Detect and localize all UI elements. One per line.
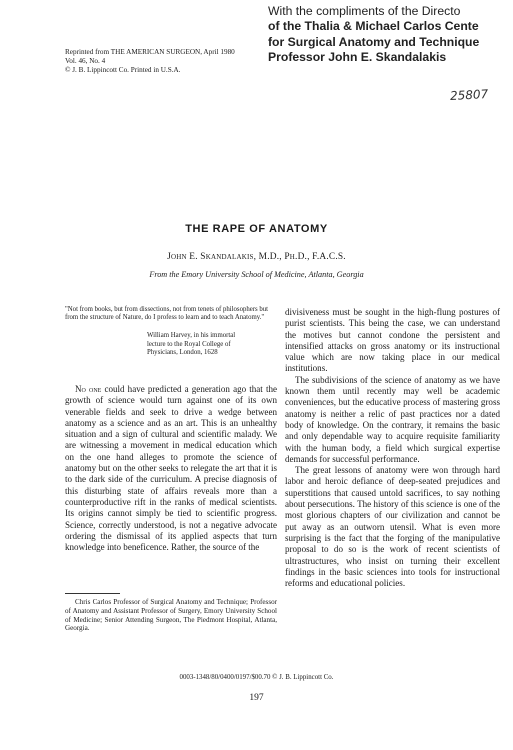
stamp-line-3: for Surgical Anatomy and Technique <box>268 34 480 49</box>
body-column-left <box>65 384 277 553</box>
body-paragraph: divisiveness must be sought in the high-flung postures of purist scientists. This being the case, we can understand the motives but cannot condone the persistent and intensified attacks on gross anatomy or its instructional value which are now taking place in our medical institutions. <box>285 307 500 374</box>
reprint-copyright: © J. B. Lippincott Co. Printed in U.S.A. <box>65 66 181 75</box>
footnote-divider <box>65 593 120 594</box>
stamp-line-1: With the compliments of the Directo <box>268 4 461 18</box>
author-footnote <box>65 598 277 633</box>
stamp-line-4: Professor John E. Skandalakis <box>268 50 447 65</box>
article-author: John E. Skandalakis, M.D., Ph.D., F.A.C.S. <box>167 252 346 262</box>
footnote-text: Chris Carlos Professor of Surgical Anatomy and Technique; Professor of Anatomy and Assistant Professor of Surgery, Emory University School of Medicine; Senior Attending Surgeon, The Piedmont Hospital, Atlanta, Georgia. <box>65 598 277 633</box>
stamp-line-2: of the Thalia & Michael Carlos Cente <box>268 19 479 34</box>
article-affiliation: From the Emory University School of Medicine, Atlanta, Georgia <box>149 270 364 279</box>
reprint-source: Reprinted from THE AMERICAN SURGEON, April 1980 <box>65 48 235 56</box>
body-paragraph <box>65 384 277 553</box>
body-column-right <box>285 307 500 589</box>
opening-words: No one <box>75 384 102 394</box>
article-title: THE RAPE OF ANATOMY <box>185 223 328 235</box>
attribution-line: lecture to the Royal College of <box>147 340 231 348</box>
attribution-line: Physicians, London, 1628 <box>147 349 218 357</box>
compliments-stamp <box>268 4 513 66</box>
page-number: 197 <box>249 693 264 703</box>
body-paragraph: The great lessons of anatomy were won through hard labor and heroic defiance of deep-seated prejudices and superstitions that caused untold sacrifices, to say nothing about persecutions. The history of this science is one of the most glorious chapters of our civilization and cannot be put away as an outworn utensil. What is even more surprising is the fact that the forging of the manipulative proposal to do so is the work of recent scientists of ultrastructures, who insist on turning their excellent findings in the basic sciences into tools for instructional reforms and educational policies. <box>285 465 500 589</box>
handwritten-number: 25807 <box>449 87 489 103</box>
body-paragraph: The subdivisions of the science of anatomy as we have known them until recently may well be academic conveniences, but the educative process of mastering gross anatomy is neither a relic of past practices nor a dated body of knowledge. On the contrary, it remains the basic and only dependable way to acquire requisite familiarity with the human body, a field which surgical expertise demands for successful performance. <box>285 374 500 464</box>
epigraph-attribution <box>147 332 277 358</box>
epigraph-quote: "Not from books, but from dissections, not from tenets of philosophers but from the structure of Nature, do I profess to learn and to teach Anatomy." <box>65 306 269 322</box>
copyright-line: 0003-1348/80/0400/0197/$00.70 © J. B. Lippincott Co. <box>179 674 334 681</box>
reprint-notice <box>65 48 235 76</box>
attribution-line: William Harvey, in his immortal <box>147 332 236 339</box>
paragraph-text: could have predicted a generation ago that the growth of science would turn against one of its own venerable fields and seek to drive a wedge between anatomy as a science and as an art. This is an unhealthy situation and a sign of cultural and scientific malady. We are witnessing a movement in medical education which on the one hand alleges to promote the science of anatomy but on the other seeks to relegate the art that it is to the dark side of the curriculum. A precise diagnosis of this disturbing state of affairs reveals more than a counterproductive rift in the ranks of medical scientists. Its origins cannot simply be tied to scientific progress. Science, correctly understood, is not a negative advocate ordering the dismissal of its applied aspects that turn knowledge into beneficence. Rather, the source of the <box>65 384 277 553</box>
reprint-volume: Vol. 46, No. 4 <box>65 57 106 66</box>
